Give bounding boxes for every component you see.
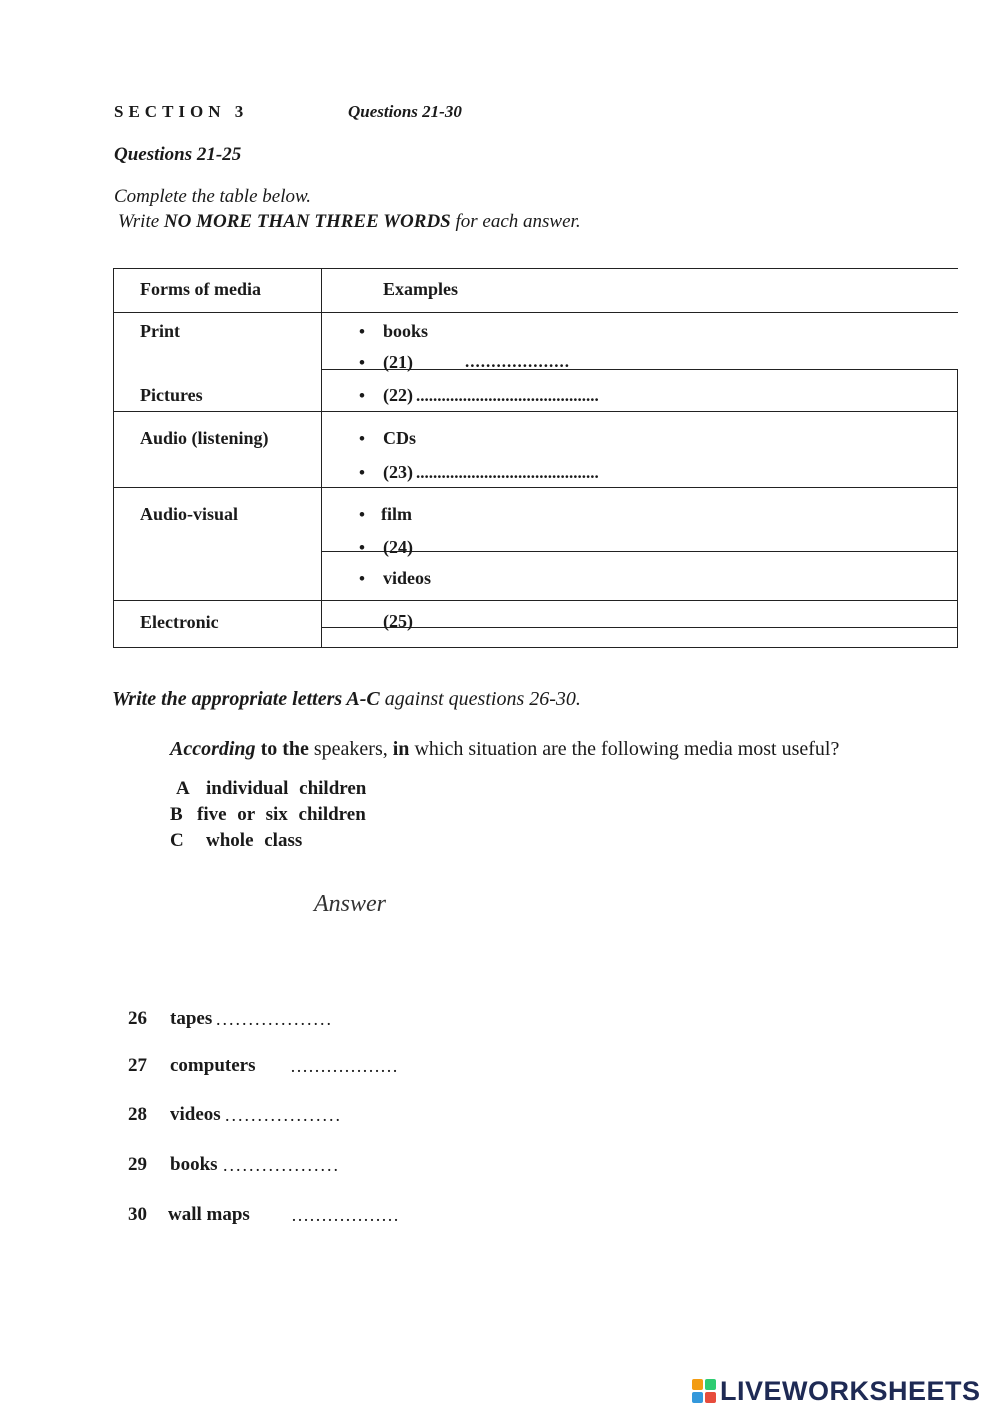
answer-number: 28 bbox=[128, 1104, 147, 1125]
blank-23-dots[interactable]: ........................................... bbox=[416, 463, 599, 482]
answer-29-blank[interactable]: .................. bbox=[223, 1155, 340, 1175]
matching-instruction-bold: Write the appropriate letters A-C bbox=[112, 688, 380, 710]
answer-number: 29 bbox=[128, 1154, 147, 1175]
answer-label-videos: videos bbox=[170, 1104, 221, 1125]
bullet: • bbox=[359, 353, 365, 372]
blank-24-label[interactable]: (24) bbox=[383, 537, 413, 557]
bullet: • bbox=[359, 569, 365, 588]
matching-instruction bbox=[112, 688, 581, 711]
option-c bbox=[170, 830, 302, 852]
table-header-forms: Forms of media bbox=[140, 279, 261, 299]
table-inner-divider bbox=[321, 551, 958, 552]
matching-question bbox=[170, 738, 839, 761]
example-books: books bbox=[383, 321, 429, 341]
questions-subheading: Questions 21-25 bbox=[114, 144, 242, 165]
bullet: • bbox=[359, 463, 365, 482]
answer-label-books: books bbox=[170, 1154, 218, 1175]
table-header-examples: Examples bbox=[383, 279, 459, 299]
table-border-right bbox=[957, 411, 958, 488]
answer-number: 30 bbox=[128, 1204, 147, 1225]
section-label: SECTION 3 bbox=[114, 102, 249, 121]
option-letter: B bbox=[170, 804, 183, 825]
answer-number: 27 bbox=[128, 1055, 147, 1076]
option-text: whole class bbox=[206, 830, 303, 851]
answer-label-computers: computers bbox=[170, 1055, 256, 1076]
table-border-bottom bbox=[113, 647, 958, 648]
row-label-audio: Audio (listening) bbox=[140, 428, 269, 448]
section-range: Questions 21-30 bbox=[348, 102, 462, 121]
question-part: speakers, bbox=[308, 738, 393, 760]
logo-square bbox=[692, 1392, 703, 1403]
blank-25-label[interactable]: (25) bbox=[383, 611, 413, 631]
logo-square bbox=[692, 1379, 703, 1390]
liveworksheets-logo-icon bbox=[692, 1379, 716, 1403]
table-header-divider bbox=[113, 312, 958, 313]
table-row-divider bbox=[113, 600, 958, 601]
blank-22-label: (22) bbox=[383, 385, 413, 405]
row-label-electronic: Electronic bbox=[140, 612, 219, 632]
logo-square bbox=[705, 1392, 716, 1403]
blank-22-dots[interactable]: ........................................... bbox=[416, 386, 599, 405]
table-border-top bbox=[113, 268, 958, 269]
blank-21-label: (21) bbox=[383, 352, 413, 372]
bullet: • bbox=[359, 429, 365, 448]
table-border-right bbox=[957, 369, 958, 412]
question-part: in bbox=[392, 738, 410, 760]
logo-square bbox=[705, 1379, 716, 1390]
instruction-bold: NO MORE THAN THREE WORDS bbox=[163, 211, 451, 232]
bullet: • bbox=[359, 538, 365, 557]
answer-heading: Answer bbox=[314, 891, 386, 917]
option-a bbox=[176, 778, 366, 800]
answer-number: 26 bbox=[128, 1008, 147, 1029]
liveworksheets-logo[interactable] bbox=[692, 1374, 981, 1408]
answer-27-blank[interactable]: ……………… bbox=[290, 1056, 398, 1076]
table-border-left bbox=[113, 268, 114, 648]
table-border-right bbox=[957, 487, 958, 648]
blank-21-dots[interactable]: .................... bbox=[465, 352, 570, 371]
instruction-line-1: Complete the table below. bbox=[114, 186, 311, 207]
option-letter: A bbox=[176, 778, 190, 799]
liveworksheets-logo-text: LIVEWORKSHEETS bbox=[720, 1375, 981, 1406]
option-letter: C bbox=[170, 830, 184, 851]
option-text: individual children bbox=[206, 778, 367, 799]
table-inner-divider bbox=[321, 627, 958, 628]
question-part: According bbox=[170, 738, 256, 760]
example-videos: videos bbox=[383, 568, 432, 588]
row-label-print: Print bbox=[140, 321, 180, 341]
instruction-suffix: for each answer. bbox=[450, 211, 581, 232]
matching-instruction-rest: against questions 26-30. bbox=[379, 688, 581, 710]
instruction-prefix: Write bbox=[118, 211, 164, 232]
example-cds: CDs bbox=[383, 428, 417, 448]
table-column-divider bbox=[321, 268, 322, 648]
question-part: to the bbox=[255, 738, 309, 760]
row-label-pictures: Pictures bbox=[140, 385, 203, 405]
bullet: • bbox=[359, 322, 365, 341]
answer-28-blank[interactable]: .................. bbox=[225, 1105, 342, 1125]
table-inner-divider bbox=[321, 369, 958, 370]
row-label-audio-visual: Audio-visual bbox=[140, 504, 239, 524]
answer-label-wall-maps: wall maps bbox=[168, 1204, 250, 1225]
answer-label-tapes: tapes bbox=[170, 1008, 213, 1029]
example-film: film bbox=[381, 504, 412, 524]
answer-26-blank[interactable]: .................. bbox=[216, 1009, 333, 1029]
bullet: • bbox=[359, 505, 365, 524]
table-row-divider bbox=[113, 411, 958, 412]
answer-30-blank[interactable]: ……………… bbox=[291, 1205, 399, 1225]
blank-23-label: (23) bbox=[383, 462, 413, 482]
question-part: which situation are the following media most useful? bbox=[409, 738, 840, 760]
instruction-line-2 bbox=[118, 211, 581, 233]
table-row-divider bbox=[113, 487, 958, 488]
bullet: • bbox=[359, 386, 365, 405]
option-b bbox=[170, 804, 366, 826]
option-text: five or six children bbox=[197, 804, 366, 825]
